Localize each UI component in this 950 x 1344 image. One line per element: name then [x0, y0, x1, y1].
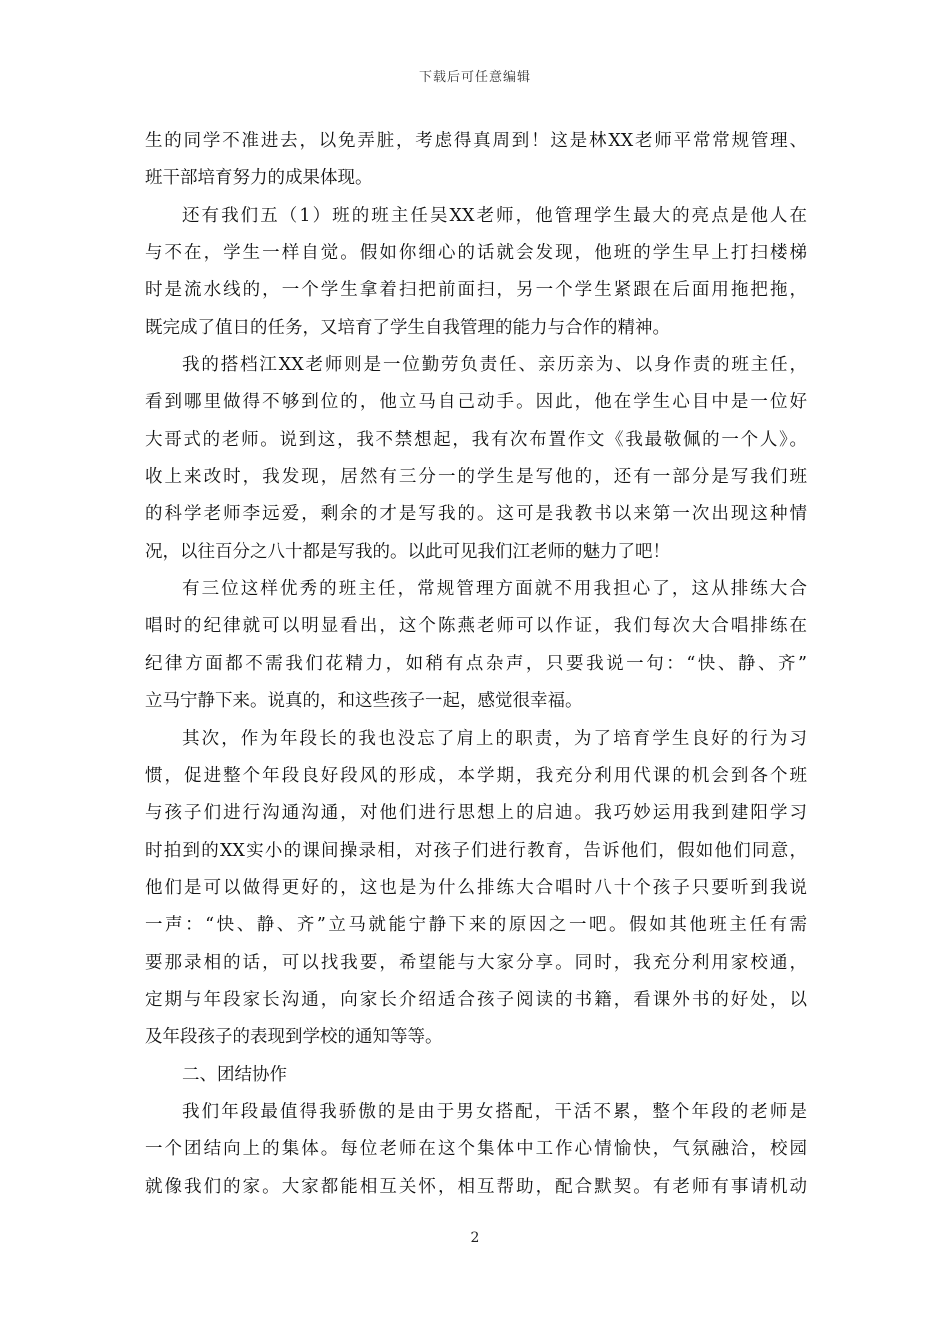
- text-line: 我们年段最值得我骄傲的是由于男女搭配，干活不累，整个年段的老师是: [182, 1101, 807, 1122]
- text-line: 定期与年段家长沟通，向家长介绍适合孩子阅读的书籍，看课外书的好处，以: [145, 989, 807, 1010]
- text-line: 的科学老师李远爱，剩余的才是写我的。这可是我教书以来第一次出现这种情: [145, 504, 807, 525]
- text-line: 时是流水线的，一个学生拿着扫把前面扫，另一个学生紧跟在后面用拖把拖，: [145, 280, 807, 301]
- text-line: 立马宁静下来。说真的，和这些孩子一起，感觉很幸福。: [145, 691, 583, 712]
- page-number: 2: [470, 1230, 480, 1246]
- text-line: 况，以往百分之八十都是写我的。以此可见我们江老师的魅力了吧！: [145, 541, 670, 562]
- text-line: 与不在，学生一样自觉。假如你细心的话就会发现，他班的学生早上打扫楼梯: [145, 243, 807, 264]
- text-line: 他们是可以做得更好的，这也是为什么排练大合唱时八十个孩子只要听到我说: [145, 877, 807, 898]
- text-line: 还有我们五（1）班的班主任吴XX老师，他管理学生最大的亮点是他人在: [182, 205, 807, 226]
- section-heading: 二、团结协作: [182, 1064, 287, 1085]
- text-line: 有三位这样优秀的班主任，常规管理方面就不用我担心了，这从排练大合: [182, 579, 807, 600]
- text-line: 生的同学不准进去，以免弄脏，考虑得真周到！这是林XX老师平常常规管理、: [145, 131, 807, 151]
- text-line: 就像我们的家。大家都能相互关怀，相互帮助，配合默契。有老师有事请机动: [145, 1176, 807, 1197]
- text-line: 既完成了值日的任务，又培育了学生自我管理的能力与合作的精神。: [145, 317, 670, 338]
- text-line: 惯，促进整个年段良好段风的形成，本学期，我充分利用代课的机会到各个班: [145, 765, 807, 786]
- page-header: 下载后可任意编辑: [418, 70, 531, 85]
- text-line: 纪律方面都不需我们花精力，如稍有点杂声，只要我说一句：“快、静、齐”: [145, 653, 807, 674]
- text-line: 我的搭档江XX老师则是一位勤劳负责任、亲历亲为、以身作责的班主任，: [182, 355, 807, 376]
- text-line: 大哥式的老师。说到这，我不禁想起，我有次布置作文《我最敬佩的一个人》。: [145, 429, 807, 450]
- text-line: 唱时的纪律就可以明显看出，这个陈燕老师可以作证，我们每次大合唱排练在: [145, 616, 807, 637]
- text-line: 与孩子们进行沟通沟通，对他们进行思想上的启迪。我巧妙运用我到建阳学习: [145, 803, 807, 824]
- text-line: 其次，作为年段长的我也没忘了肩上的职责，为了培育学生良好的行为习: [182, 728, 807, 749]
- text-line: 一个团结向上的集体。每位老师在这个集体中工作心情愉快，气氛融洽，校园: [145, 1139, 807, 1160]
- text-line: 及年段孩子的表现到学校的通知等等。: [145, 1027, 443, 1048]
- text-line: 收上来改时，我发现，居然有三分一的学生是写他的，还有一部分是写我们班: [145, 467, 807, 488]
- text-line: 班干部培育努力的成果体现。: [145, 168, 373, 189]
- text-line: 看到哪里做得不够到位的，他立马自己动手。因此，他在学生心目中是一位好: [145, 392, 807, 413]
- text-line: 一声：“快、静、齐”立马就能宁静下来的原因之一吧。假如其他班主任有需: [145, 915, 807, 936]
- text-line: 要那录相的话，可以找我要，希望能与大家分享。同时，我充分利用家校通，: [145, 952, 807, 973]
- text-line: 时拍到的XX实小的课间操录相，对孩子们进行教育，告诉他们，假如他们同意，: [145, 840, 807, 861]
- document-body: [145, 123, 807, 1206]
